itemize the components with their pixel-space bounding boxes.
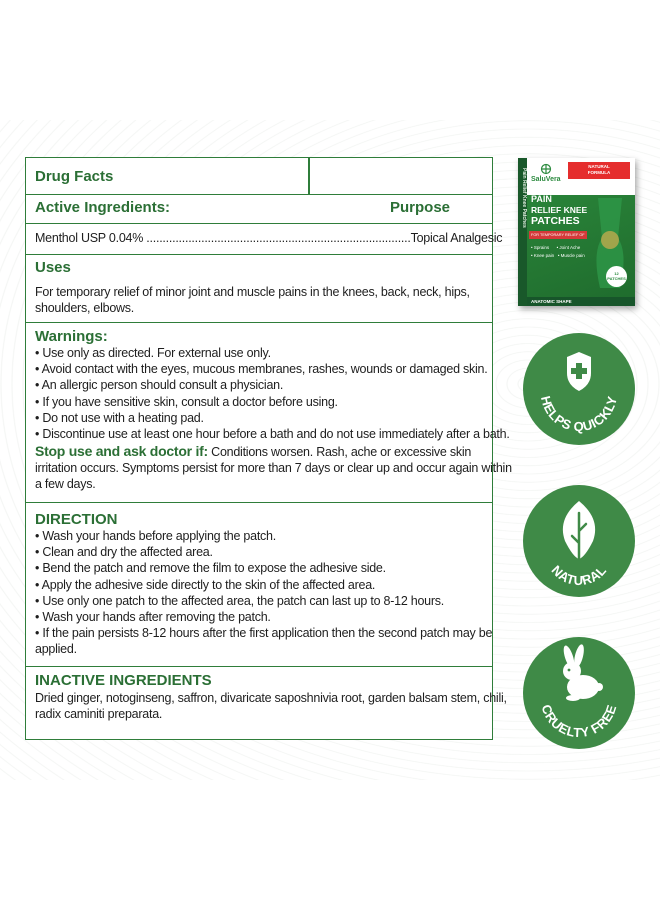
inactive-line: Dried ginger, notoginseng, saffron, divaricate saposhnivia root, garden balsam stem, chili, [35, 691, 507, 705]
warning-item: • Avoid contact with the eyes, mucous membranes, rashes, wounds or damaged skin. [35, 362, 488, 377]
product-package [518, 158, 635, 306]
drug-facts-panel [25, 157, 512, 740]
direction-item: • Use only one patch to the affected area, the patch can last up to 8-12 hours. [35, 593, 444, 608]
cruelty-free-art [523, 637, 635, 749]
inactive-text [35, 690, 507, 722]
uses-title: Uses [35, 259, 71, 276]
warning-item: • Discontinue use at least one hour before a bath and do not use immediately after a bath. [35, 427, 510, 442]
helps-quickly-label: HELPS QUICKLY [537, 394, 620, 435]
active-ingredients-section [26, 195, 503, 255]
direction-item: applied. [35, 642, 77, 657]
warnings-list [35, 345, 510, 442]
package-bullets [531, 244, 585, 260]
package-footer: ANATOMIC SHAPE [527, 297, 635, 306]
direction-section [26, 503, 492, 667]
inactive-title: INACTIVE INGREDIENTS [35, 672, 212, 689]
warning-item: • Use only as directed. For external use only. [35, 346, 271, 360]
package-side-text: Pain Relief Knee Patches [521, 168, 527, 228]
brand-name: SaluVera [531, 176, 561, 183]
active-ingredient-line: Menthol USP 0.04% ..................................................................................Topical Analgesic [35, 231, 503, 245]
natural-formula-ribbon [568, 162, 630, 179]
uses-line: shoulders, elbows. [35, 301, 135, 316]
ribbon-line: FORMULA [587, 170, 611, 175]
package-side-text-wrap [519, 168, 527, 298]
active-ingredients-label: Active Ingredients: [35, 199, 171, 216]
stop-use-line: Conditions worsen. Rash, ache or excessive skin [207, 445, 472, 459]
package-bullet: • Joint Ache [556, 245, 581, 250]
patch-count-badge [606, 266, 627, 287]
inactive-line: radix caminiti preparata. [35, 707, 163, 722]
natural-art [523, 485, 635, 597]
package-title-line: RELIEF KNEE [531, 205, 588, 215]
direction-item: • Wash your hands after removing the patch. [35, 610, 271, 625]
stop-use-text [35, 443, 512, 493]
package-bullet: • Knee pain [531, 253, 555, 258]
rabbit-icon [561, 643, 603, 701]
direction-item: • Wash your hands before applying the patch. [35, 529, 276, 543]
drug-facts-title: Drug Facts [35, 168, 114, 185]
warning-item: • Do not use with a heating pad. [35, 410, 204, 425]
cruelty-free-label: CRUELTY FREE [538, 702, 620, 741]
header-divider [308, 158, 310, 195]
stop-use-line: irritation occurs. Symptoms persist for more than 7 days or clear up and occur again within [35, 461, 512, 476]
uses-line: For temporary relief of minor joint and muscle pains in the knees, back, neck, hips, [35, 285, 470, 299]
direction-item: • If the pain persists 8-12 hours after the first application then the second patch may be [35, 626, 493, 641]
active-divider [26, 223, 492, 224]
direction-item: • Apply the adhesive side directly to the skin of the affected area. [35, 577, 376, 592]
warning-item: • If you have sensitive skin, consult a doctor before using. [35, 394, 338, 409]
stop-use-title: Stop use and ask doctor if: [35, 443, 208, 459]
helps-quickly-badge [523, 333, 635, 445]
natural-badge [523, 485, 635, 597]
package-bullet: • Muscle pain [557, 253, 585, 258]
purpose-label: Purpose [390, 199, 451, 216]
warnings-title: Warnings: [35, 328, 108, 345]
warnings-section [26, 323, 512, 503]
count-number: 12 [614, 271, 619, 276]
package-title-line: PAIN [531, 194, 552, 204]
direction-item: • Bend the patch and remove the film to expose the adhesive side. [35, 561, 386, 576]
stop-use-line: a few days. [35, 477, 96, 492]
direction-title: DIRECTION [35, 511, 118, 528]
count-label: PATCHES [607, 276, 626, 281]
helps-quickly-art [523, 333, 635, 445]
package-title-line: PATCHES [531, 215, 580, 227]
direction-list [35, 528, 492, 658]
package-title [531, 194, 587, 227]
ribbon-line: NATURAL [588, 164, 610, 169]
brand-logo-icon [540, 162, 552, 174]
direction-item: • Clean and dry the affected area. [35, 545, 213, 560]
natural-label: NATURAL [548, 562, 610, 589]
package-subtitle: FOR TEMPORARY RELIEF OF [529, 231, 587, 239]
package-bullet: • Sprains [531, 245, 550, 250]
uses-section [26, 255, 492, 323]
drug-facts-header [26, 158, 492, 195]
warning-item: • An allergic person should consult a physician. [35, 378, 284, 393]
uses-text [35, 284, 470, 316]
cruelty-free-badge [523, 637, 635, 749]
